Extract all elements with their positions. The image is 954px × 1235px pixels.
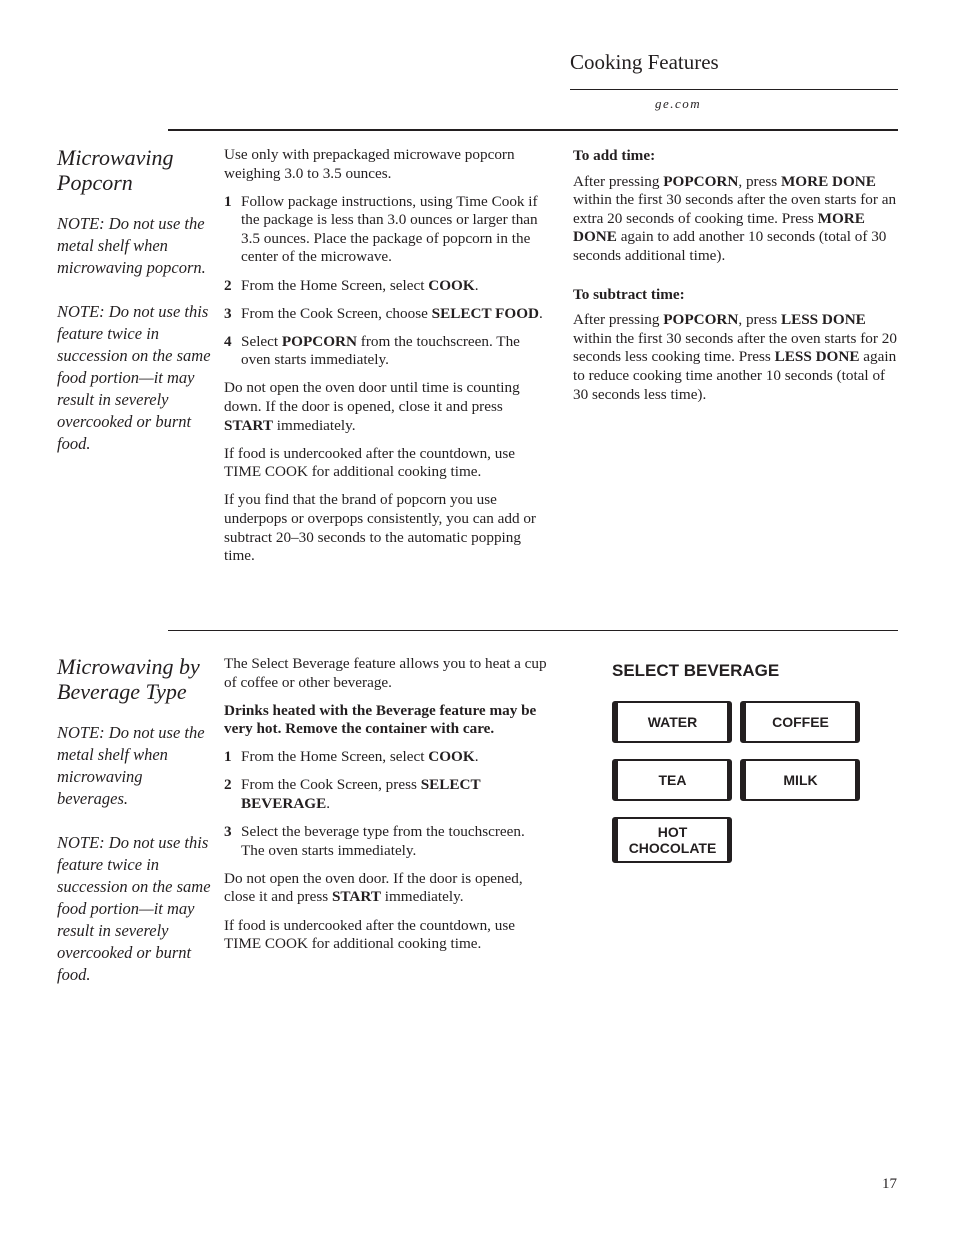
- popcorn-step: 2 From the Home Screen, select COOK.: [224, 276, 479, 294]
- popcorn-adjust-time: [573, 147, 900, 414]
- popcorn-heading: Microwaving Popcorn: [57, 145, 174, 195]
- milk-button[interactable]: MILK: [740, 759, 860, 801]
- popcorn-step: 4 Select POPCORN from the touchscreen. The oven starts immediately.: [224, 332, 520, 369]
- water-button[interactable]: WATER: [612, 701, 732, 743]
- popcorn-door-paragraph: Do not open the oven door until time is counting down. If the door is opened, close it and press START immediately.: [224, 379, 520, 434]
- popcorn-sidebar: [57, 145, 217, 477]
- beverage-step: 2 From the Cook Screen, press SELECT BEVERAGE.: [224, 776, 481, 813]
- popcorn-step: 3 From the Cook Screen, choose SELECT FOOD.: [224, 304, 543, 322]
- subtract-time-paragraph: After pressing POPCORN, press LESS DONE within the first 30 seconds after the oven starts for 20 seconds less cooking time. Press LESS DONE again to reduce cooking time another 10 seconds (total of 30 seconds less time).: [573, 311, 897, 403]
- popcorn-instructions: [224, 146, 550, 575]
- beverage-sidebar: [57, 654, 217, 1008]
- coffee-button[interactable]: COFFEE: [740, 701, 860, 743]
- add-time-heading: To add time:: [573, 147, 656, 164]
- beverage-instructions: [224, 655, 550, 963]
- beverage-step: 3 Select the beverage type from the touchscreen. The oven starts immediately.: [224, 823, 525, 859]
- beverage-step: 1 From the Home Screen, select COOK.: [224, 748, 479, 766]
- beverage-note-succession: NOTE: Do not use this feature twice in succession on the same food portion—it may result in severely overcooked or burnt food.: [57, 833, 211, 984]
- add-time-paragraph: After pressing POPCORN, press MORE DONE within the first 30 seconds after the oven starts for an extra 20 seconds of cooking time. Press MORE DONE again to add another 10 seconds (total of 30 seconds additional time).: [573, 172, 897, 264]
- popcorn-intro: Use only with prepackaged microwave popcorn weighing 3.0 to 3.5 ounces.: [224, 146, 515, 182]
- page-section-title: Cooking Features: [570, 50, 719, 74]
- hot-chocolate-button[interactable]: HOT CHOCOLATE: [612, 817, 732, 863]
- popcorn-undercooked-paragraph: If food is undercooked after the countdown, use TIME COOK for additional cooking time.: [224, 444, 516, 481]
- popcorn-step: 1 Follow package instructions, using Time Cook if the package is less than 3.0 ounces or larger than 3.5 ounces. Place the package of popcorn in the center of the microwave.: [224, 192, 538, 266]
- website-label: ge.com: [655, 96, 702, 111]
- popcorn-note-shelf: NOTE: Do not use the metal shelf when microwaving popcorn.: [57, 214, 206, 277]
- beverage-warning: Drinks heated with the Beverage feature may be very hot. Remove the container with care.: [224, 701, 537, 738]
- popcorn-brand-paragraph: If you find that the brand of popcorn you use underpops or overpops consistently, you can add or subtract 20–30 seconds to the automatic popping time.: [224, 491, 536, 565]
- beverage-heading: Microwaving by Beverage Type: [57, 654, 200, 704]
- beverage-undercooked-paragraph: If food is undercooked after the countdown, use TIME COOK for additional cooking time.: [224, 916, 516, 953]
- subtract-time-heading: To subtract time:: [573, 285, 685, 303]
- page-number: 17: [882, 1176, 897, 1192]
- beverage-intro: The Select Beverage feature allows you to heat a cup of coffee or other beverage.: [224, 655, 547, 691]
- header-rule: [570, 89, 898, 90]
- section-divider: [168, 129, 898, 131]
- beverage-note-shelf: NOTE: Do not use the metal shelf when microwaving beverages.: [57, 723, 205, 808]
- popcorn-note-succession: NOTE: Do not use this feature twice in succession on the same food portion—it may result in severely overcooked or burnt food.: [57, 302, 211, 453]
- section-divider: [168, 630, 898, 631]
- beverage-door-paragraph: Do not open the oven door. If the door is opened, close it and press START immediately.: [224, 869, 523, 906]
- select-beverage-screen-title: SELECT BEVERAGE: [612, 661, 780, 680]
- tea-button[interactable]: TEA: [612, 759, 732, 801]
